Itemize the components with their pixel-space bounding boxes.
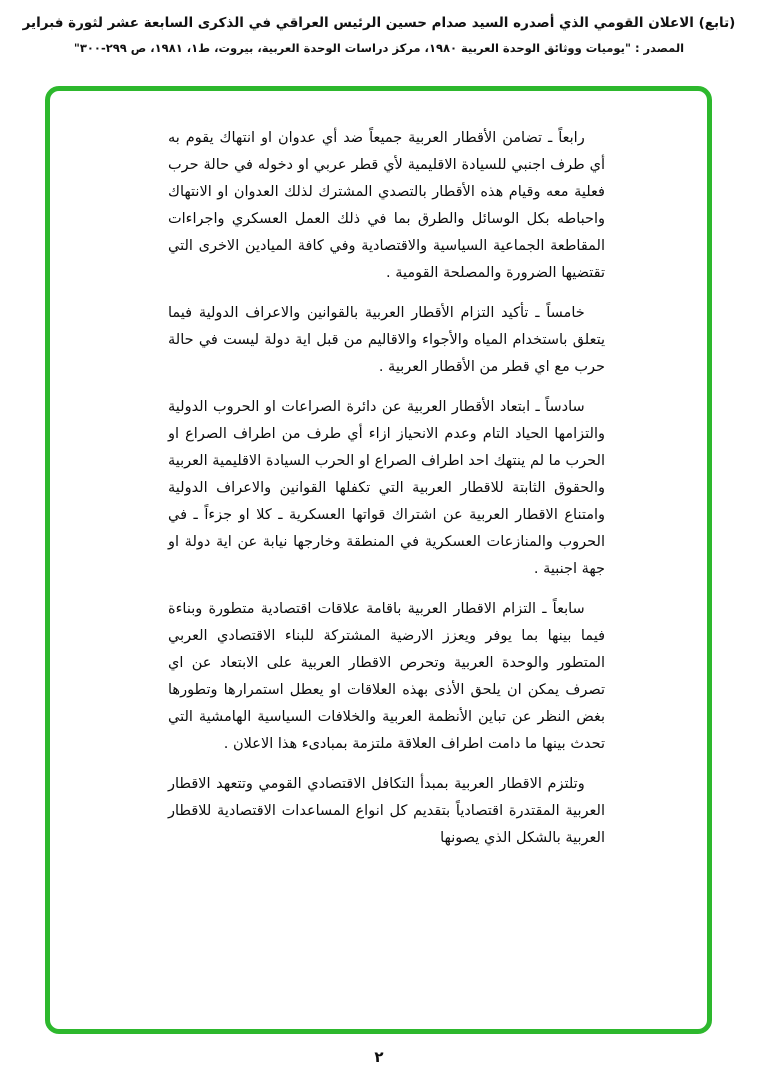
document-border-frame — [45, 86, 712, 1034]
document-body-text — [168, 125, 605, 852]
paragraph-seventh-clause: سابعاً ـ التزام الاقطار العربية باقامة علاقات اقتصادية متطورة وبناءة فيما بينها بما يوفر ويعزز الارضية المشتركة للبناء الاقتصادي العربي المتطور والوحدة العربية وتحرص الاقطار العربية على الابتعاد عن اي تصرف يمكن ان يلحق الأذى بهذه العلاقات او يعطل استمرارها وتطورها بغض النظر عن تباين الأنظمة العربية والخلافات السياسية الهامشية التي تحدث بينها ما دامت اطراف العلاقة ملتزمة بمبادىء هذا الاعلان . — [168, 601, 605, 752]
paragraph-fifth-clause: خامساً ـ تأكيد التزام الأقطار العربية بالقوانين والاعراف الدولية فيما يتعلق باستخدام المياه والأجواء والاقاليم من قبل اية دولة ليست في حالة حرب مع اي قطر من الأقطار العربية . — [168, 305, 605, 375]
document-header — [0, 0, 758, 58]
page-number: ٢ — [374, 1048, 384, 1066]
paragraph-closing-clause: وتلتزم الاقطار العربية بمبدأ التكافل الاقتصادي القومي وتتعهد الاقطار العربية المقتدرة اقتصادياً بتقديم كل انواع المساعدات الاقتصادية للاقطار العربية بالشكل الذي يصونها — [168, 776, 605, 846]
header-source-line: المصدر : "يوميات ووثائق الوحدة العربية ١٩٨٠، مركز دراسات الوحدة العربية، بيروت، ط١، ١٩٨١، ص ٢٩٩-٣٠٠" — [73, 41, 685, 55]
header-title-line: (تابع) الاعلان القومي الذي أصدره السيد صدام حسين الرئيس العراقي في الذكرى السابعة عشر لثورة فبراير — [22, 15, 736, 31]
paragraph-sixth-clause: سادساً ـ ابتعاد الأقطار العربية عن دائرة الصراعات او الحروب الدولية والتزامها الحياد التام وعدم الانحياز ازاء أي طرف من اطراف الصراع او الحرب ما لم ينتهك احد اطراف الصراع او الحرب السيادة الاقليمية العربية والحقوق الثابتة للاقطار العربية التي تكفلها القوانين والاعراف الدولية وامتناع الاقطار العربية عن اشتراك قواتها العسكرية ـ كلا او جزءاً ـ في الحروب والمنازعات العسكرية في المنطقة وخارجها نيابة عن اية دولة او جهة اجنبية . — [168, 399, 605, 577]
paragraph-fourth-clause: رابعاً ـ تضامن الأقطار العربية جميعاً ضد أي عدوان او انتهاك يقوم به أي طرف اجنبي للسيادة الاقليمية لأي قطر عربي او دخوله في حالة حرب فعلية معه وقيام هذه الأقطار بالتصدي المشترك لذلك العدوان او الانتهاك واحباطه بكل الوسائل والطرق بما في ذلك العمل العسكري واجراءات المقاطعة الجماعية السياسية والاقتصادية وفي كافة الميادين الاخرى التي تقتضيها الضرورة والمصلحة القومية . — [168, 130, 605, 281]
